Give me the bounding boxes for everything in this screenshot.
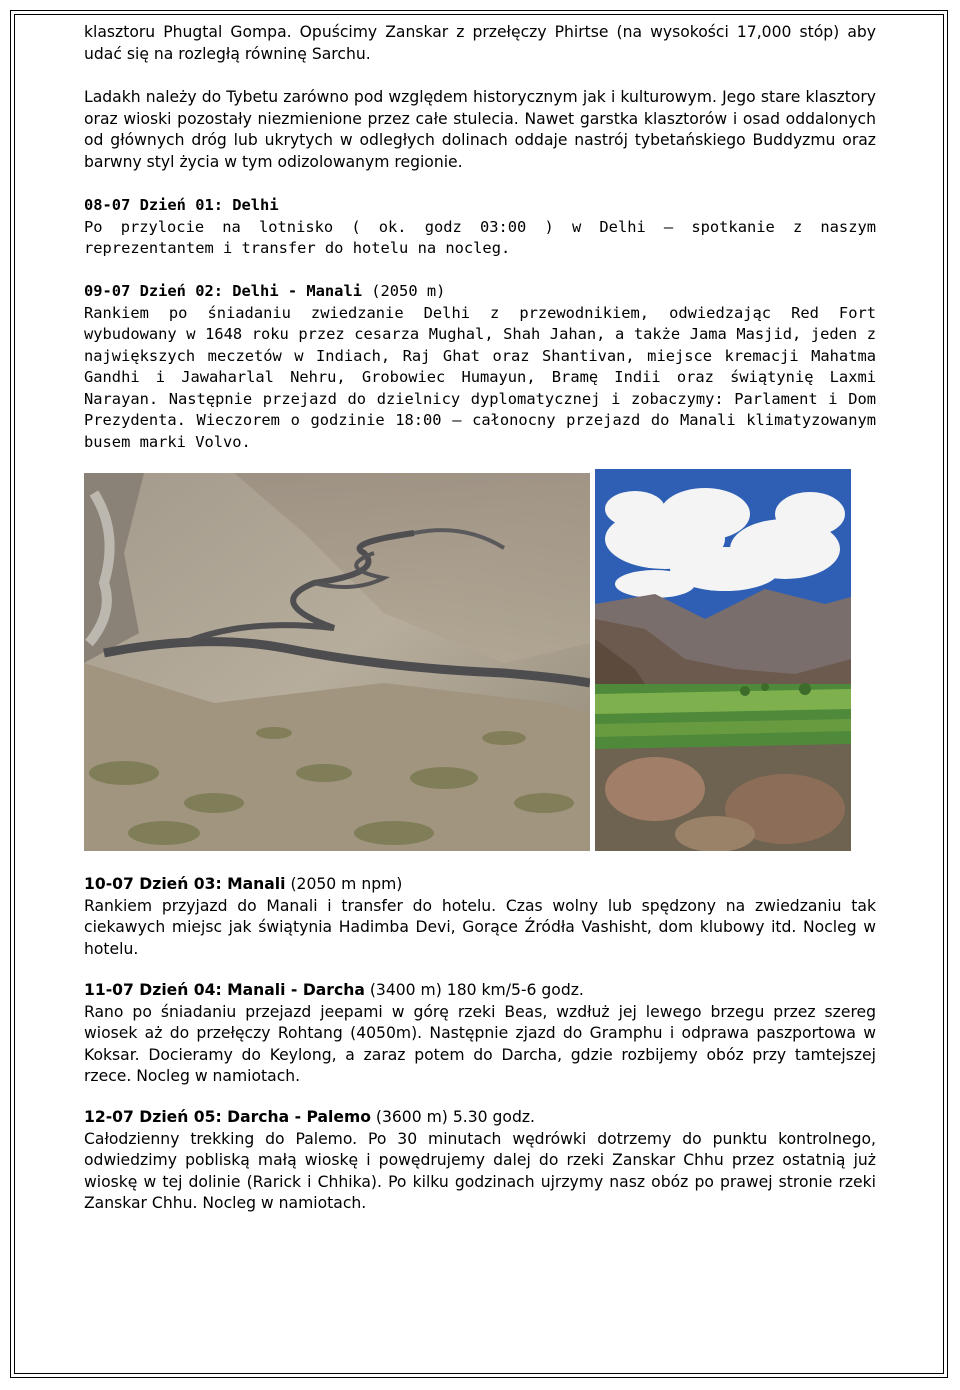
day-text: Rankiem po śniadaniu zwiedzanie Delhi z przewodnikiem, odwiedzając Red Fort wybudowany w 1648 roku przez cesarza Mughal, Shah Jahan, a także Jama Masjid, jeden z największych meczetów w Indiach, Raj Ghat oraz Shantivan, miejsce kremacji Mahatma Gandhi i Jawaharlal Nehru, Grobowiec Humayun, Bramę Indii oraz świątynię Laxmi Narayan. Następnie przejazd do dzielnicy dyplomatycznej i zobaczymy: Parlament i Dom Prezydenta. Wieczorem o godzinie 18:00 – całonocny przejazd do Manali klimatyzowanym busem marki Volvo. [84,303,876,451]
day-text: Rankiem przyjazd do Manali i transfer do hotelu. Czas wolny lub spędzony na zwiedzaniu tak ciekawych miejsc jak świątynia Hadimba Devi, Gorące Źródła Vashisht, dom klubowy itd. Nocleg w hotelu. [84,896,876,958]
intro-paragraph-1: klasztoru Phugtal Gompa. Opuścimy Zanskar z przełęczy Phirtse (na wysokości 17,000 stóp) aby udać się na rozległą równinę Sarchu. [84,23,876,63]
day-heading-bold: 10-07 Dzień 03: Manali [84,875,286,893]
valley-landscape-photo [595,469,851,851]
day-text: Po przylocie na lotnisko ( ok. godz 03:00 ) w Delhi – spotkanie z naszym reprezentantem i transfer do hotelu na nocleg. [84,217,876,257]
day-heading-suffix: (2050 m) [361,282,446,300]
day-heading [84,195,876,217]
day-heading [84,1107,876,1129]
intro-paragraph-2: Ladakh należy do Tybetu zarówno pod względem historycznym jak i kulturowym. Jego stare klasztory oraz wioski pozostały niezmienione przez całe stulecia. Nawet garstka klasztorów i osad oddalonych od głównych dróg lub ukrytych w odległych dolinach oddaje nastrój tybetańskiego Buddyzmu oraz barwny styl życia w tym odizolowanym regionie. [84,88,876,171]
day-section-01 [84,195,876,260]
day-heading-bold: 12-07 Dzień 05: Darcha - Palemo [84,1108,371,1126]
day-heading-bold: 11-07 Dzień 04: Manali - Darcha [84,981,365,999]
day-heading [84,874,876,896]
day-section-02 [84,281,876,453]
day-section-05 [84,1107,876,1215]
day-text: Całodzienny trekking do Palemo. Po 30 minutach wędrówki dotrzemy do punktu kontrolnego, odwiedzimy pobliską małą wioskę i powędrujemy dalej do rzeki Zanskar Chhu przez ostatnią już wioskę w tej dolinie (Rarick i Chhika). Po kilku godzinach ujrzymy nasz obóz po prawej stronie rzeki Zanskar Chhu. Nocleg w namiotach. [84,1129,876,1212]
mountain-road-photo [84,473,590,851]
day-heading [84,281,876,303]
day-heading [84,980,876,1002]
day-section-03 [84,874,876,960]
day-heading-suffix: (3600 m) 5.30 godz. [370,1108,535,1126]
day-text: Rano po śniadaniu przejazd jeepami w górę rzeki Beas, wzdłuż jej lewego brzegu przez szereg wiosek aż do przełęczy Rohtang (4050m). Następnie zjazd do Gramphu i odprawa paszportowa w Koksar. Docieramy do Keylong, a zaraz potem do Darcha, gdzie rozbijemy obóz przy tamtejszej rzece. Nocleg w namiotach. [84,1002,876,1085]
day-heading-bold: 08-07 Dzień 01: Delhi [84,196,279,214]
day-heading-suffix: (3400 m) 180 km/5-6 godz. [364,981,584,999]
day-heading-bold: 09-07 Dzień 02: Delhi - Manali [84,282,362,300]
day-heading-suffix: (2050 m npm) [285,875,403,893]
day-section-04 [84,980,876,1088]
